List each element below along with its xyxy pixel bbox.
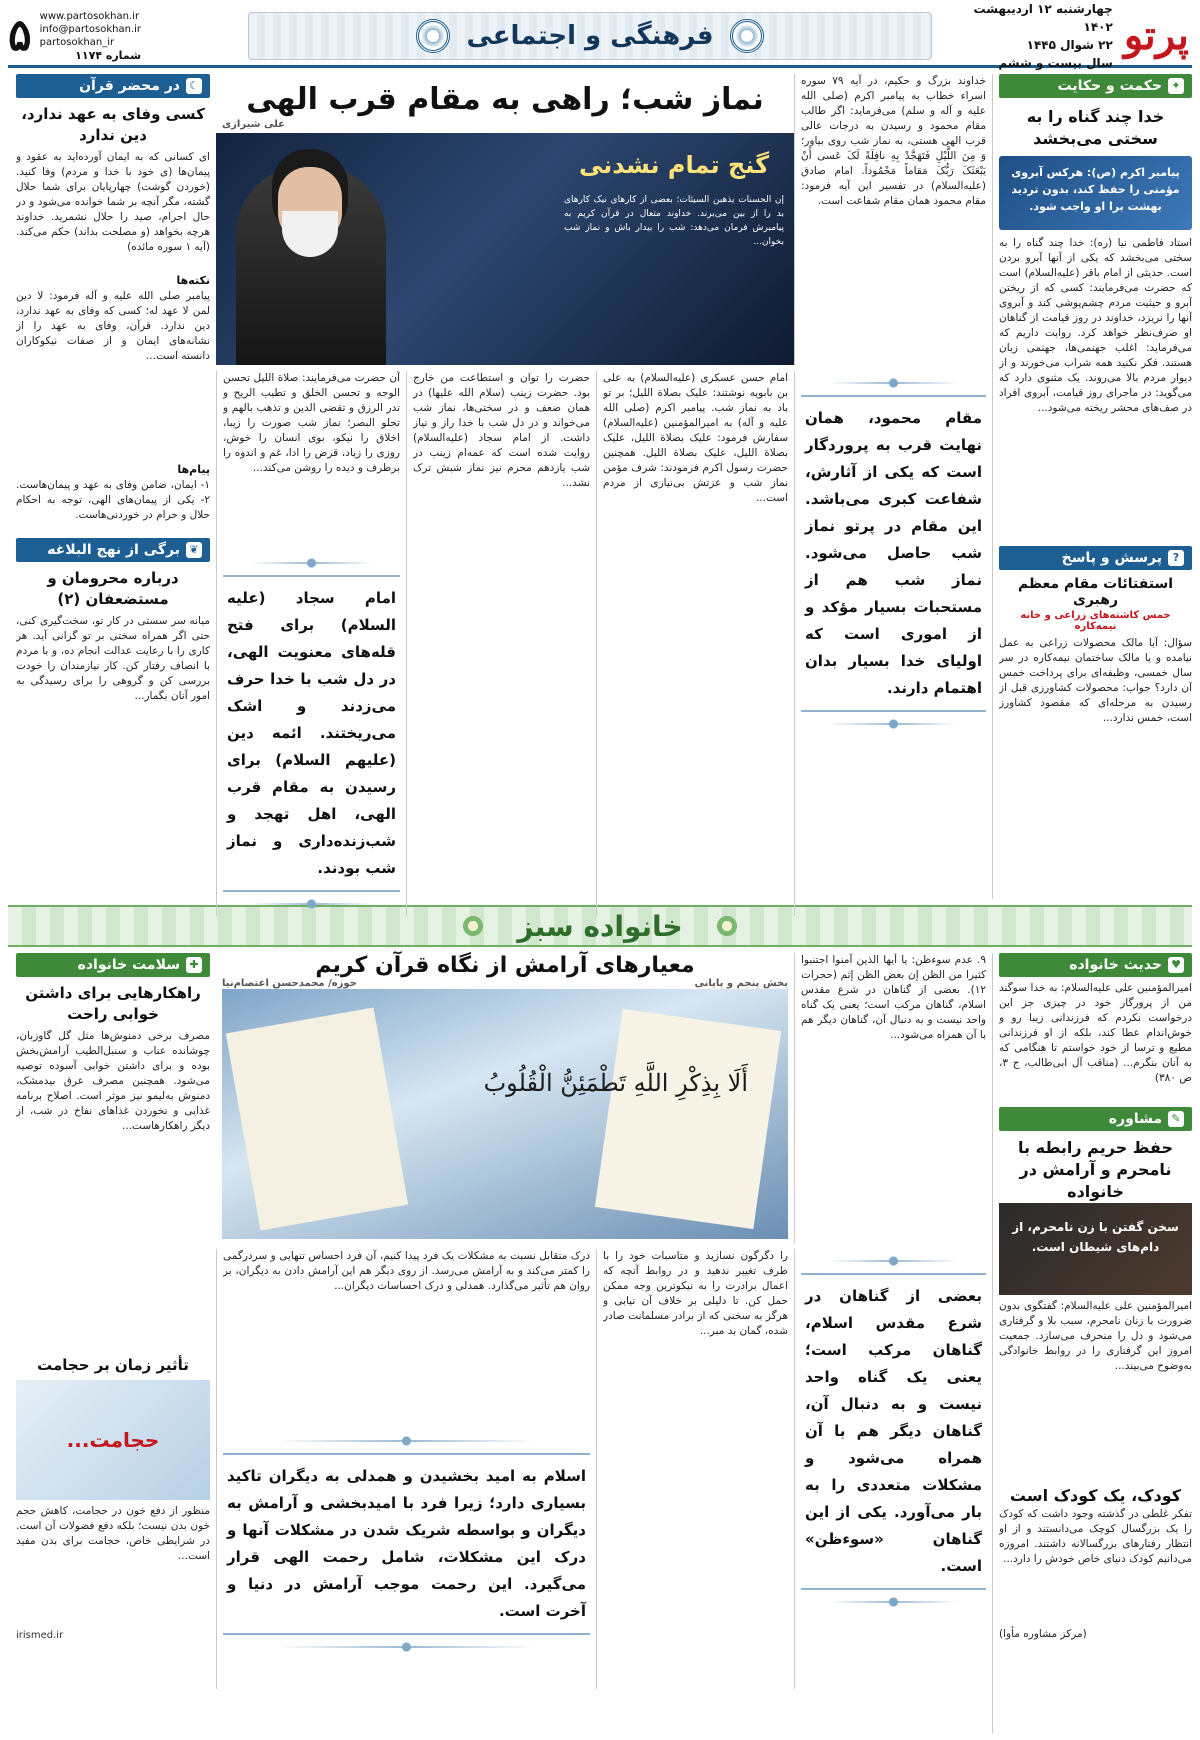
family-col-1-text: ۹. عدم سوءظن: یا أیها الذین آمنوا اجتنبوا کثیرا من الظن إن بعض الظن إثم (حجرات ۱۲). بعضی از گناهان در شرع مقدس اسلام، گناهان مرکب است؛ یعنی یک گناه واحد نیست و به دنبال آن، گناهان دیگر هم با آن همراه می‌شود... (801, 954, 986, 1041)
main-col-4 (216, 371, 406, 916)
main-col-3 (406, 371, 596, 916)
quran-page-right (595, 1009, 781, 1229)
wisdom-body: استاد فاطمی نیا (ره): خدا چند گناه را به سختی می‌بخشد که یکی از آنها آبرو بردن است. حدیثی از امام باقر (علیه‌السلام) است که حضرت می‌فرمایند: کسی که از ریختن آبرو و حیثیت مردم چشم‌پوشی کند و آبروی آنها را نریزد، خداوند در روز قیامت از گناهان او صرف‌نظر خواهد کرد. روایت داریم که می‌فرماید: اغلب جهنمی‌ها، جهنمی زبان هستند. فکر نکنید همه شراب می‌خورند و از دیوار مردم بالا می‌روند. یک مثنوی دارد که می‌گوید: در ماجرای روز قیامت، آبروی افراد در صف‌های محشر ریخته می‌شود... (999, 237, 1192, 414)
flower-icon (713, 912, 741, 940)
family-col-2 (596, 1249, 794, 1689)
year: سال بیست و ششم (998, 55, 1113, 70)
qa-body: سؤال: آیا مالک محصولات زراعی به عمل نیامده و یا مالک ساختمان نیمه‌کاره در سر سال خمسی، وظیفه‌ای برای پرداخت خمس آن دارد؟ جواب: محصولات کشاورزی قبل از رسیدن به مرحله‌ای که مقصود کشاورز است، خمس ندارد... (999, 637, 1192, 724)
wisdom-title: خدا چند گناه را به سختی می‌بخشد (1026, 107, 1165, 148)
quran-messages: ۱- ایمان، ضامن وفای به عهد و پیمان‌هاست. ۲- یکی از پیمان‌های الهی، توجه به احکام حلال و حرام در خوردنی‌هاست. (16, 479, 210, 521)
child-source: (مرکز مشاوره مأوا) (999, 1628, 1087, 1640)
question-icon: ? (1168, 550, 1184, 566)
family-banner-title: خانواده سبز (517, 909, 683, 943)
family-col-3-text: درک متقابل نسبت به مشکلات یک فرد پیدا کنیم، آن فرد احساس تنهایی و سردرگمی را کمتر می‌کند و به آرامش می‌رسد. از روی دیگر هم این آرامش دادن به دیگران، بر روان هم تأثیر می‌گذارد. همدلی و درک احساسات دیگران... (223, 1250, 590, 1292)
advice-title: حفظ حریم رابطه با نامحرم و آرامش در خانواده (1018, 1138, 1173, 1201)
quran-icon: ☾ (186, 78, 202, 94)
section-title: فرهنگی و اجتماعی (466, 20, 714, 51)
heart-icon: ✚ (186, 957, 202, 973)
right-column (992, 74, 1192, 899)
flower-icon (459, 912, 487, 940)
child-title: کودک، یک کودک است (1009, 1486, 1182, 1505)
ornament (829, 1594, 959, 1610)
main-title: نماز شب؛ راهی به مقام قرب الهی (246, 82, 764, 117)
ornament (829, 716, 959, 732)
ornament (250, 555, 374, 571)
child-body: تفکر غلطی در گذشته وجود داشت که کودک را یک بزرگسال کوچک می‌دانستند و از او انتظار رفتارهای بزرگسالانه داشتند. امروزه می‌دانیم کودک دنیای خاص خودش را دارد... (999, 1508, 1192, 1565)
health-heading (16, 953, 210, 977)
section-banner (248, 12, 932, 60)
main-col-1-text: خداوند بزرگ و حکیم، در آیه ۷۹ سوره اسراء خطاب به پیامبر اکرم (صلی الله علیه و آله و سلم) می‌فرماید: اگر طالب مقام محمود و رسیدن به درجات عالی قرب الهی هستی، به نماز شب روی بیاور؛ وَ مِنَ اللَّیْلِ فَتَهَجَّدْ بِهِ نافِلَةً لَکَ عَسى أَنْ یَبْعَثَکَ رَبُّکَ مَقاماً مَحْمُوداً. امام صادق (علیه‌السلام) در تفسیر این آیه فرمود: مقام محمود همان مقام شفاعت است. (801, 75, 986, 207)
qa-subtitle: خمس کاشته‌های زراعی و خانه نیمه‌کاره (1020, 610, 1171, 632)
main-article (216, 74, 992, 899)
source-note: irismed.ir (16, 1630, 64, 1641)
social-link[interactable]: partosokhan_ir (39, 36, 115, 48)
quran-points-label: نکته‌ها (176, 274, 210, 287)
top-section (8, 74, 1192, 899)
advice-heading (999, 1107, 1192, 1131)
qa-heading (999, 546, 1192, 570)
family-article-meta (222, 978, 788, 989)
family-article-part: بخش پنجم و پایانی (694, 978, 788, 989)
page-number: ۵ (8, 10, 32, 61)
quran-title: کسی وفای به عهد ندارد، دین ندارد (21, 105, 205, 144)
health-title: راهکارهایی برای داشتن خوابی راحت (25, 984, 201, 1023)
main-col-4-text: آن حضرت می‌فرمایند: صلاة اللیل تحسن الوجه و تحسن الخلق و تطیب الریح و تدر الرزق و تقضی الدین و تذهب بالهم و تجلو البصر؛ نماز شب صورت را زیبا، اخلاق را نیکو، بوی انسان را خوش، روزی را زیاد، قرض را ادا، غم و اندوه را برطرف و دیده را روشن می‌کند... (223, 372, 400, 474)
advice-heading-label: مشاوره (1108, 1111, 1162, 1127)
wisdom-heading (999, 74, 1192, 98)
ornament (829, 375, 959, 391)
issue-dates (942, 0, 1113, 72)
nahj-title: درباره محرومان و مستضعفان (۲) (47, 569, 179, 608)
hadith-heading (999, 953, 1192, 977)
family-article (216, 953, 992, 1733)
nahj-body: میانه سر سستی در کار تو، سخت‌گیری کنی، حتی اگر همراه سختی بر تو گرانی آید. هر کاری را با رعایت عدالت انجام ده، و با مردم با انصاف رفتار کن. کار نیازمندان را خودت بررسی کن و گروهی را برای رسیدگی به امور آنان بگمار... (16, 615, 210, 702)
main-col-1 (794, 74, 992, 365)
bottom-section (8, 953, 1192, 1733)
quran-heading (16, 74, 210, 98)
book-icon: ✦ (1168, 78, 1184, 94)
ornament (829, 1253, 959, 1269)
main-byline: علی شیرازی (222, 119, 285, 130)
main-pull-col (794, 371, 992, 916)
qa-heading-label: پرسش و پاسخ (1061, 550, 1162, 566)
family-col-2-text: را دگرگون نسازید و متاسبات خود را با طرف تغییر ندهید و در روابط آنچه که اعمال برادرت را به نیکوترین وجه ممکن حمل کن. تا دلیلی بر خلاف آن نیابی و هرگز به سخنی که از برادر مسلمانت صادر شده، گمان بد مبر... (603, 1250, 788, 1337)
family-head (216, 953, 794, 1243)
main-head (216, 74, 794, 365)
quran-verse: أَلَا بِذِكْرِ اللَّهِ تَطْمَئِنُّ الْقُلُوبُ (483, 1069, 748, 1097)
quran-page-left (226, 1007, 408, 1230)
family-col-1 (794, 953, 992, 1243)
quran-points: پیامبر صلی الله علیه و آله فرمود: لا دین لمن لا عهد له؛ کسی که وفای به عهد ندارد، دین ندارد. قرآن، وفای به عهد را از نشانه‌های ایمان و از صفات نیکوکاران دانسته است... (16, 290, 210, 362)
family-icon: ♥ (1168, 957, 1184, 973)
contacts (8, 10, 238, 62)
main-photo (216, 133, 794, 365)
ornament (278, 1639, 535, 1655)
health-body: مصرف برخی دمنوش‌ها مثل گل گاوزبان، چوشانده عناب و سنبل‌الطیب آرامش‌بخش بوده و برای داشتن خوابی آسوده توصیه می‌شود. همچنین مصرف عرق بیدمشک، دمنوش به‌لیمو نیز موثر است. اصلاح برنامه غذایی و نخوردن غذاهای نفاخ در شب، از دیگر راهکارهاست... (16, 1030, 210, 1132)
main-pull-1: مقام محمود، همان نهایت قرب به پروردگار است که یکی از آثارش، شفاعت کبری می‌باشد. این مقام در پرتو نماز شب حاصل می‌شود. نماز شب هم از مستحبات بسیار مؤکد و از اموری است که اولیای خدا بسیار بدان اهتمام دارند. (801, 395, 986, 712)
photo-text: إن الحسنات یذهبن السیئات؛ بعضی از کارهای نیک کارهای بد را از بین می‌برند. خداوند متعال در قرآن کریم به پیامبرش فرمان می‌دهد: شب را بیدار باش و نماز شب بخوان... (564, 195, 784, 247)
logo: پرتو (1123, 11, 1189, 59)
wisdom-heading-label: حکمت و حکایت (1057, 78, 1162, 94)
masthead (8, 1, 1192, 70)
family-article-byline: حوزه/ محمدحسن اعتصام‌نیا (222, 978, 357, 989)
family-pull-1: بعضی از گناهان در شرع مقدس اسلام، گناهان مرکب است؛ یعنی یک گناه واحد نیست و به دنبال آن، گناهان دیگر هم با آن همراه می‌شود و مشکلات متعددی را به بار می‌آورد. یکی از این گناهان «سوءظن» است. (801, 1273, 986, 1590)
family-right-column (992, 953, 1192, 1733)
hadith-body: امیرالمؤمنین علی علیه‌السلام: به خدا سوگند من از پرورگار خود در چیزی جز این درخواست نکردم که فرزندانی زیبا رو و خوش‌اندام عطا کند، بلکه از او فرزندانی مطیع و ترسا از خود خواستم تا هنگامی که به آنان بنگرم... (مناقب آل ابی‌طالب، ج ۳، ص ۳۸۰) (999, 982, 1192, 1084)
cupping-photo: حجامت... (16, 1380, 210, 1500)
issue-number: شماره ۱۱۷۴ (75, 48, 142, 62)
photo-title: گنج تمام نشدنی (578, 151, 770, 179)
contact-lines (40, 10, 141, 49)
family-article-body (216, 1249, 992, 1689)
wisdom-card: پیامبر اکرم (ص): هرکس آبروی مؤمنی را حفظ کند، بدون تردید بهشت برا او واجب شود. (999, 156, 1192, 230)
nahj-heading-label: برگی از نهج البلاغه (47, 542, 180, 558)
rosette-icon (730, 19, 764, 53)
chat-icon: ✎ (1168, 1111, 1184, 1127)
family-pull-col (794, 1249, 992, 1689)
ornament (250, 896, 374, 912)
quran-body: ای کسانی که به ایمان آورده‌اید به عقود و پیمان‌ها (ی خود با خدا و مردم) وفا کنید. (خوردن گوشت) چهارپایان برای شما حلال گشته، مگر آنچه بر شما خوانده می‌شود و در حال احرام، صید را حلال نشمرید. خداوند هرچه بخواهد (و مصلحت بداند) حکم می‌کند. (آیه ۱ سوره مائده) (16, 151, 210, 253)
main-col-2 (596, 371, 794, 916)
qa-title: استفتائات مقام معظم رهبری (1017, 576, 1174, 608)
main-pull-2: امام سجاد (علیه السلام) برای فتح قله‌های معنویت الهی، در دل شب با خدا حرف می‌زدند و اشک می‌ریختند. ائمه دین (علیهم السلام) برای رسیدن به مقام قرب الهی، اهل تهجد و شب‌زنده‌داری و نماز شب بودند. (223, 575, 400, 892)
health-heading-label: سلامت خانواده (77, 957, 180, 973)
main-article-body (216, 371, 992, 916)
advice-body: امیرالمؤمنین علی علیه‌السلام: گفتگوی بدون ضرورت با زنان نامحرم، سبب بلا و گرفتاری می‌شود و دل را منحرف می‌سازد. جمعیت امروز این گرفتاری را در روابط خانوادگی به‌وضوح می‌بیند... (999, 1300, 1192, 1372)
left-column (16, 74, 216, 899)
main-col-2-text: امام حسن عسکری (علیه‌السلام) به علی بن بابویه نوشتند: علیک بصلاة اللیل؛ بر تو باد به نماز شب. پیامبر اکرم (صلی الله علیه و آله) به امیرالمؤمنین (علیه‌السلام) سفارش فرمود: علیک بصلاة اللیل، علیک بصلاة اللیل، علیک بصلاة اللیل. همچنین حضرت رسول اکرم فرمودند: شرف مؤمن نماز شب و عزتش بی‌نیازی از مردم است... (603, 372, 788, 504)
cupping-title: تأثیر زمان بر حجامت (37, 1356, 189, 1374)
quran-heading-label: در محضر قرآن (79, 78, 180, 94)
main-article-top (216, 74, 992, 365)
ornament (278, 1433, 535, 1449)
website-link[interactable]: www.partosokhan.ir (39, 10, 140, 22)
family-article-top (216, 953, 992, 1243)
scroll-icon: ❦ (186, 542, 202, 558)
health-column (16, 953, 216, 1733)
main-col-3-text: حضرت را توان و استطاعت من خارج بود. حضرت زینب (سلام الله علیها) در همان ضعف و در سختی‌ها، نماز شب می‌خواند و در دل شب با خدا راز و نیاز داشت. از امام سجاد (علیه‌السلام) روایت شده است که عمه‌ام زینب در شب یازدهم محرم نیز نماز شبش ترک نشد... (413, 372, 590, 489)
family-col-3 (216, 1249, 596, 1689)
quran-photo (222, 989, 788, 1239)
advice-photo: سخن گفتن با زن نامحرم، از دام‌های شیطان است. (999, 1203, 1192, 1295)
cupping-body: منظور از دفع خون در حجامت، کاهش حجم خون بدن نیست؛ بلکه دفع فضولات آن است. در شرایطی خاص، حجامت برای بدن مفید است... (16, 1505, 210, 1562)
brand (942, 0, 1192, 72)
family-banner (8, 905, 1192, 947)
family-article-title: معیارهای آرامش از نگاه قرآن کریم (315, 953, 695, 978)
date-shamsi: چهارشنبه ۱۲ اردیبهشت ۱۴۰۲ (973, 1, 1113, 34)
hadith-heading-label: حدیث خانواده (1069, 957, 1162, 973)
email-link[interactable]: info@partosokhan.ir (39, 23, 142, 35)
date-hijri: ۲۲ شوال ۱۴۴۵ (1026, 37, 1113, 52)
family-pull-2: اسلام به امید بخشیدن و همدلی به دیگران تاکید بسیاری دارد؛ زیرا فرد با امیدبخشی و آرامش به دیگران و بواسطه شریک شدن در مشکلات آنها و درک این مشکلات، شامل رحمت الهی قرار می‌گیرد. این رحمت موجب آرامش در دنیا و آخرت است. (223, 1453, 590, 1635)
nahj-heading (16, 538, 210, 562)
quran-messages-label: پیام‌ها (177, 463, 210, 476)
rosette-icon (416, 19, 450, 53)
